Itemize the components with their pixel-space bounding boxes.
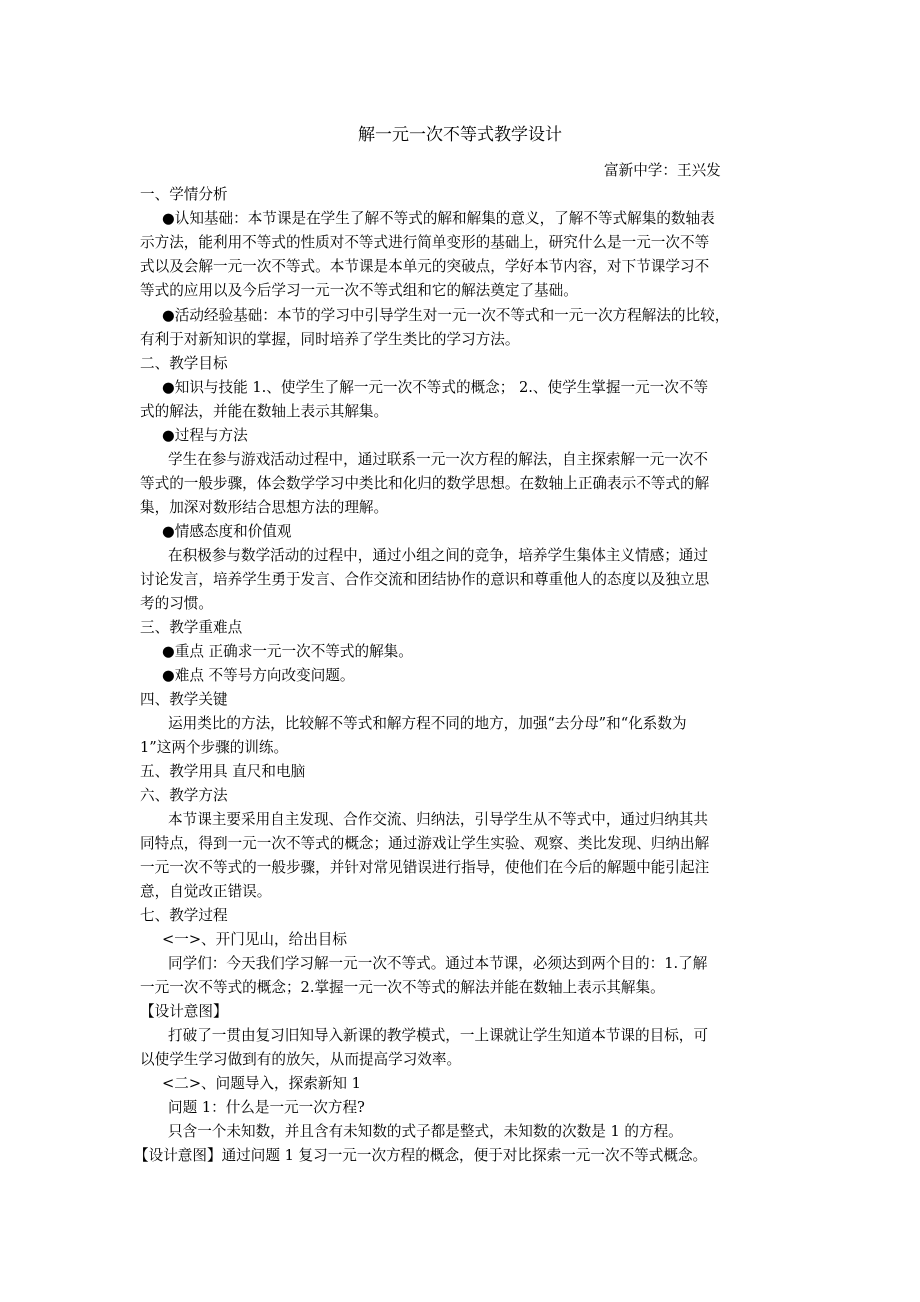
bullet-line: ●知识与技能 1.、使学生了解一元一次不等式的概念； 2.、使学生掌握一元一次不等 bbox=[162, 379, 709, 396]
text-line: 同特点，得到一元一次不等式的概念；通过游戏让学生实验、观察、类比发现、归纳出解 bbox=[140, 835, 710, 852]
author-line: 富新中学：王兴发 bbox=[604, 162, 721, 179]
bullet-line: ●重点 正确求一元一次不等式的解集。 bbox=[162, 643, 413, 660]
text-line: 意，自觉改正错误。 bbox=[140, 883, 272, 900]
section-heading: 七、教学过程 bbox=[140, 907, 228, 924]
bullet-line: ●过程与方法 bbox=[162, 427, 248, 444]
text-line: 学生在参与游戏活动过程中，通过联系一元一次方程的解法，自主探索解一元一次不 bbox=[168, 451, 708, 468]
text-line: 有利于对新知识的掌握，同时培养了学生类比的学习方法。 bbox=[140, 331, 520, 348]
design-intent-line: 【设计意图】通过问题 1 复习一元一次方程的概念，便于对比探索一元一次不等式概念。 bbox=[134, 1147, 708, 1164]
bullet-line: ●情感态度和价值观 bbox=[162, 523, 292, 540]
text-line: 讨论发言，培养学生勇于发言、合作交流和团结协作的意识和尊重他人的态度以及独立思 bbox=[140, 571, 710, 588]
text-line: 式以及会解一元一次不等式。本节课是本单元的突破点，学好本节内容，对下节课学习不 bbox=[140, 258, 710, 275]
text-line: 在积极参与数学活动的过程中，通过小组之间的竞争，培养学生集体主义情感；通过 bbox=[168, 547, 708, 564]
section-heading: 二、教学目标 bbox=[140, 355, 228, 372]
subsection-heading: <一>、开门见山，给出目标 bbox=[162, 931, 347, 948]
text-line: 同学们：今天我们学习解一元一次不等式。通过本节课，必须达到两个目的：1.了解 bbox=[168, 955, 708, 972]
text-line: 本节课主要采用自主发现、合作交流、归纳法，引导学生从不等式中，通过归纳其共 bbox=[168, 811, 708, 828]
text-line: 运用类比的方法，比较解不等式和解方程不同的地方，加强“去分母”和“化系数为 bbox=[168, 715, 687, 732]
text-line: 1”这两个步骤的训练。 bbox=[140, 739, 289, 756]
section-heading: 六、教学方法 bbox=[140, 787, 228, 804]
section-heading: 一、学情分析 bbox=[140, 186, 228, 203]
text-line: 一元一次不等式的概念；2.掌握一元一次不等式的解法并能在数轴上表示其解集。 bbox=[140, 979, 665, 996]
bullet-line: ●难点 不等号方向改变问题。 bbox=[162, 667, 355, 684]
section-heading: 五、教学用具 直尺和电脑 bbox=[140, 763, 306, 780]
text-line: 一元一次不等式的一般步骤，并针对常见错误进行指导，使他们在今后的解题中能引起注 bbox=[140, 859, 710, 876]
text-line: 以使学生学习做到有的放矢，从而提高学习效率。 bbox=[140, 1051, 462, 1068]
text-line: 集，加深对数形结合思想方法的理解。 bbox=[140, 499, 389, 516]
text-line: 等式的应用以及今后学习一元一次不等式组和它的解法奠定了基础。 bbox=[140, 282, 578, 299]
text-line: 等式的一般步骤，体会数学学习中类比和化归的数学思想。在数轴上正确表示不等式的解 bbox=[140, 475, 710, 492]
design-intent-label: 【设计意图】 bbox=[140, 1003, 228, 1020]
document-title: 解一元一次不等式教学设计 bbox=[358, 125, 562, 145]
text-line: 考的习惯。 bbox=[140, 595, 213, 612]
text-line: 式的解法，并能在数轴上表示其解集。 bbox=[140, 403, 389, 420]
subsection-heading: <二>、问题导入，探索新知 1 bbox=[162, 1075, 361, 1092]
section-heading: 三、教学重难点 bbox=[140, 619, 243, 636]
text-line: 示方法，能利用不等式的性质对不等式进行简单变形的基础上，研究什么是一元一次不等 bbox=[140, 234, 710, 251]
text-line: 打破了一贯由复习旧知导入新课的教学模式，一上课就让学生知道本节课的目标，可 bbox=[168, 1027, 708, 1044]
question-line: 问题 1：什么是一元一次方程? bbox=[168, 1099, 365, 1116]
section-heading: 四、教学关键 bbox=[140, 691, 228, 708]
text-line: 只含一个未知数，并且含有未知数的式子都是整式，未知数的次数是 1 的方程。 bbox=[168, 1123, 683, 1140]
bullet-line: ●认知基础：本节课是在学生了解不等式的解和解集的意义，了解不等式解集的数轴表 bbox=[162, 210, 715, 227]
bullet-line: ●活动经验基础：本节的学习中引导学生对一元一次不等式和一元一次方程解法的比较， bbox=[162, 307, 730, 324]
